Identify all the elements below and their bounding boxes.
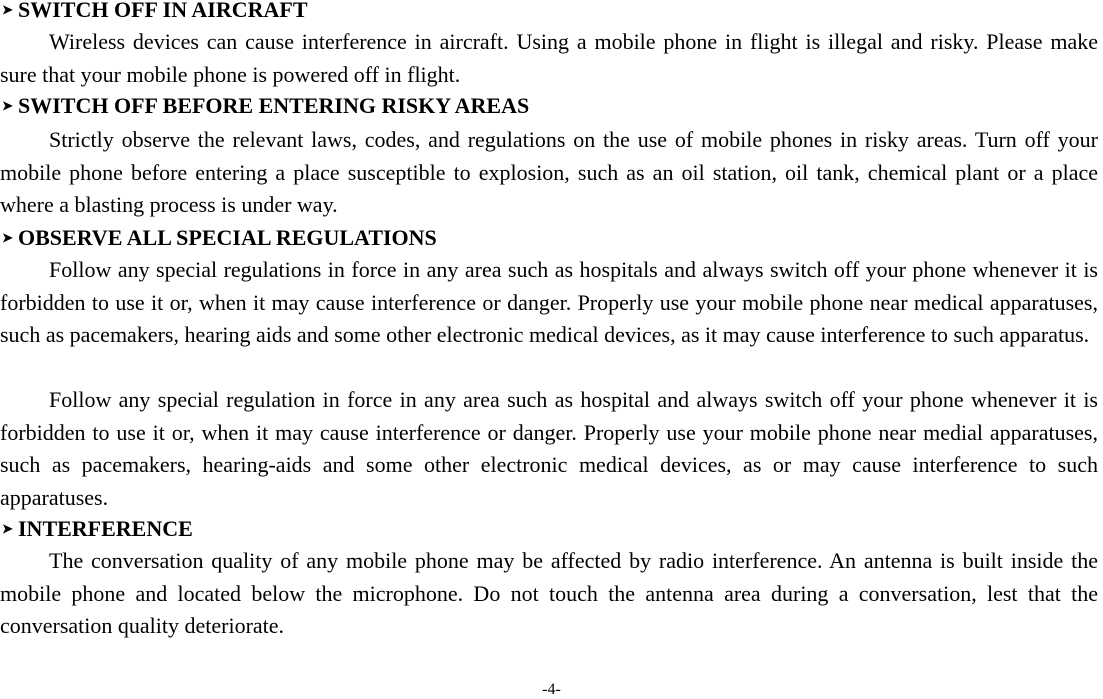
- section-heading-risky-areas: [0, 94, 529, 118]
- heading-text: OBSERVE ALL SPECIAL REGULATIONS: [18, 225, 437, 250]
- section-heading-aircraft: [0, 0, 308, 22]
- section-heading-interference: [0, 517, 193, 541]
- paragraph-aircraft: Wireless devices can cause interference in aircraft. Using a mobile phone in flight is illegal and risky. Please make sure that your mobile phone is powered off in flight.: [0, 29, 1098, 87]
- arrowhead-bullet-icon: ➤: [2, 98, 13, 113]
- heading-text: SWITCH OFF BEFORE ENTERING RISKY AREAS: [18, 93, 530, 118]
- heading-text: INTERFERENCE: [18, 516, 193, 541]
- arrowhead-bullet-icon: ➤: [2, 2, 13, 17]
- paragraph-special-regulations-1: Follow any special regulations in force in any area such as hospitals and always switch off your phone whenever it is forbidden to use it or, when it may cause interference or danger. Properly use your mobile phone near medical apparatuses, such as pacemakers, hearing aids and some other electronic medical devices, as it may cause interference to such apparatus.: [0, 257, 1098, 347]
- arrowhead-bullet-icon: ➤: [2, 521, 13, 536]
- page-number: -4-: [542, 681, 561, 698]
- heading-text: SWITCH OFF IN AIRCRAFT: [18, 0, 308, 22]
- section-heading-special-regulations: [0, 226, 437, 250]
- paragraph-special-regulations-2: Follow any special regulation in force in any area such as hospital and always switch off your phone whenever it is forbidden to use it or, when it may cause interference or danger. Properly use your mobile phone near medial apparatuses, such as pacemakers, hearing-aids and some other electronic medical devices, as or may cause interference to such apparatuses.: [0, 387, 1098, 510]
- arrowhead-bullet-icon: ➤: [2, 230, 13, 245]
- paragraph-interference: The conversation quality of any mobile phone may be affected by radio interference. An antenna is built inside the mobile phone and located below the microphone. Do not touch the antenna area during a conversation, lest that the conversation quality deteriorate.: [0, 548, 1098, 638]
- paragraph-risky-areas: Strictly observe the relevant laws, codes, and regulations on the use of mobile phones in risky areas. Turn off your mobile phone before entering a place susceptible to explosion, such as an oil station, oil tank, chemical plant or a place where a blasting process is under way.: [0, 127, 1098, 217]
